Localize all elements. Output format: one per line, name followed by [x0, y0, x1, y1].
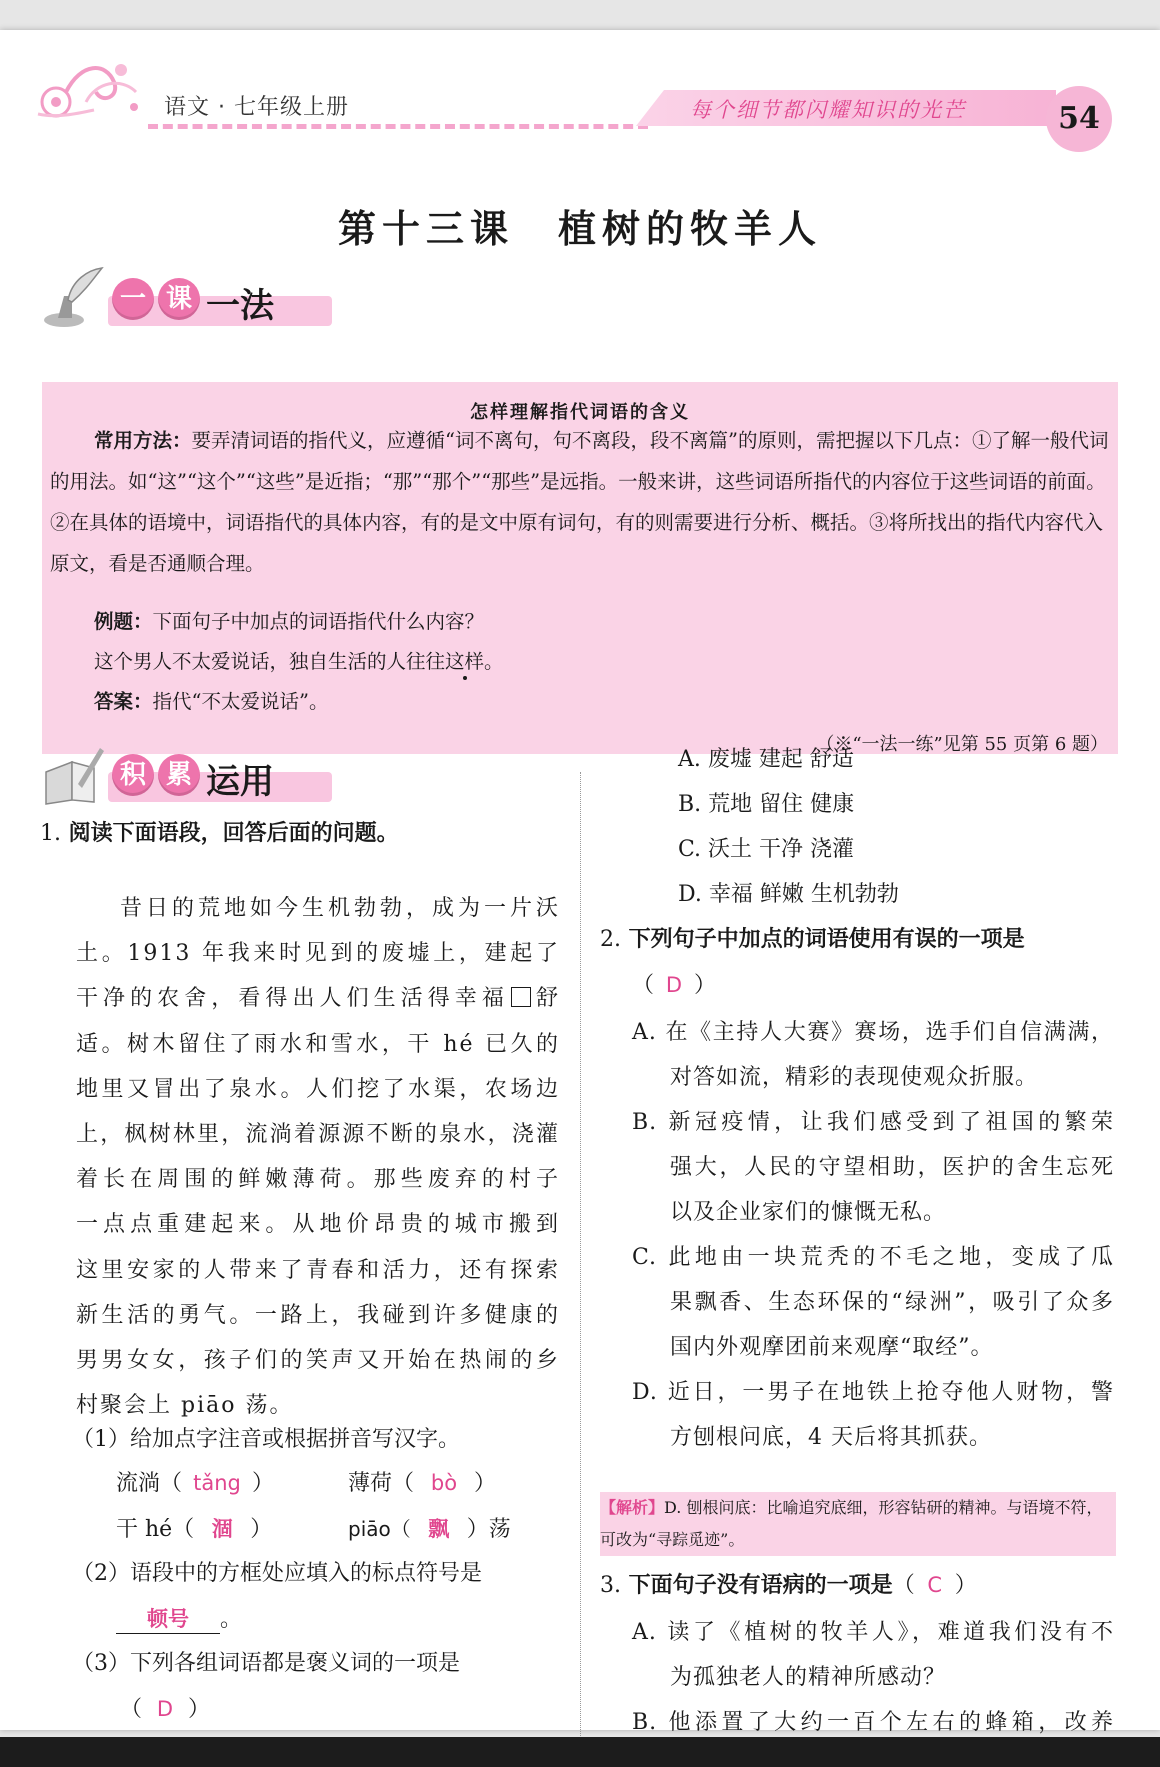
pinyin-item-d: piāo（ 飘 ）荡	[348, 1512, 511, 1543]
answer-piao: 飘	[428, 1517, 450, 1541]
answer-C: C	[927, 1573, 943, 1597]
section-word: 运用	[206, 762, 274, 802]
bottom-bar	[0, 1737, 1160, 1767]
pinyin-item-b: 薄荷（ bò ）	[348, 1471, 497, 1496]
q2-option-d: D. 近日，一男子在地铁上抢夺他人财物，警 方刨根问底，4 天后将其抓获。	[632, 1380, 1114, 1450]
example-label: 例题：	[94, 610, 153, 633]
method-title: 怎样理解指代词语的含义	[470, 402, 690, 423]
q3-option-b: B. 他添置了大约一百个左右的蜂箱，改养	[632, 1710, 1114, 1735]
pinyin-item-a: 流淌（ tǎng ）	[116, 1471, 275, 1496]
sub-question-3-answer: （ D ）	[120, 1697, 211, 1722]
dotted-word: 这样	[445, 650, 485, 673]
section-badge-2: 累	[158, 754, 200, 796]
answer-D: D	[665, 973, 683, 997]
book-pen-icon	[42, 742, 104, 806]
answer-D: D	[156, 1697, 174, 1721]
answer-he: 涸	[211, 1517, 233, 1541]
passage-line: 着长在周围的鲜嫩薄荷。那些废弃的村子	[76, 1167, 560, 1193]
passage-line: 干净的农舍，看得出人们生活得幸福 舒	[76, 986, 560, 1012]
section-heading-practice	[42, 742, 342, 806]
passage-line: 上，枫树林里，流淌着源源不断的泉水，浇灌	[76, 1121, 560, 1147]
answer-label: 答案：	[94, 690, 153, 713]
quill-pen-icon	[42, 266, 104, 330]
sub-question-2-answer: 顿号 。	[116, 1602, 242, 1634]
sub-question-1: （1）给加点字注音或根据拼音写汉字。	[72, 1427, 460, 1452]
passage-line: 这里安家的人带来了青春和活力，还有探索	[76, 1257, 560, 1283]
floral-decoration-icon	[36, 52, 146, 124]
section-badge-2: 课	[158, 278, 200, 320]
section-word: 一法	[206, 286, 274, 326]
header-divider	[148, 124, 648, 129]
lesson-title: 第十三课 植树的牧羊人	[337, 207, 822, 251]
analysis-box	[600, 1492, 1116, 1556]
section-badge-1: 一	[112, 278, 154, 320]
option-a: A. 废墟 建起 舒适	[678, 747, 854, 772]
example-text: 下面句子中加点的词语指代什么内容？	[152, 610, 485, 633]
q2-option-a: A. 在《主持人大赛》赛场，选手们自信满满， 对答如流，精彩的表现使观众折服。	[632, 1020, 1114, 1090]
answer-text: 指代“不太爱说话”。	[152, 690, 329, 713]
question-1-title: 1. 阅读下面语段，回答后面的问题。	[40, 821, 399, 846]
answer-line	[94, 686, 328, 714]
analysis-text: D. 刨根问底：比喻追究底细，形容钻研的精神。与语境不符，可改为“寻踪觅迹”。	[600, 1498, 1103, 1549]
answer-tang: tǎng	[193, 1471, 241, 1495]
option-d: D. 幸福 鲜嫩 生机勃勃	[678, 882, 899, 907]
passage-line: 村聚会上 piāo 荡。	[76, 1393, 294, 1419]
method-label: 常用方法：	[94, 429, 192, 452]
sub-question-2: （2）语段中的方框处应填入的标点符号是	[72, 1561, 482, 1586]
method-paragraph	[50, 420, 1110, 584]
passage-line: 男男女女，孩子们的笑声又开始在热闹的乡	[76, 1347, 560, 1373]
reading-passage	[76, 886, 560, 1428]
passage-line: 地里又冒出了泉水。人们挖了水渠，农场边	[76, 1076, 560, 1102]
passage-line: 土。1913 年我来时见到的废墟上，建起了	[76, 941, 560, 967]
question-2-answer: （ D ）	[632, 973, 717, 998]
passage-line: 昔日的荒地如今生机勃勃，成为一片沃	[120, 896, 560, 921]
textbook-page	[0, 30, 1160, 1735]
section-badge-1: 积	[112, 754, 154, 796]
book-subject: 语文 · 七年级上册	[164, 95, 349, 120]
question-3-title: 3. 下面句子没有语病的一项是（ C ）	[600, 1573, 977, 1598]
sub-question-3: （3）下列各组词语都是褒义词的一项是	[72, 1651, 460, 1676]
blank-box	[511, 987, 531, 1007]
method-box	[42, 382, 1118, 754]
answer-dunhao: 顿号	[116, 1603, 220, 1634]
answer-bo: bò	[430, 1471, 458, 1495]
section-heading-method	[42, 266, 342, 330]
page-number: 54	[1046, 86, 1112, 152]
question-2-title: 2. 下列句子中加点的词语使用有误的一项是	[600, 927, 1025, 952]
passage-line: 适。树木留住了雨水和雪水，干 hé 已久的	[76, 1031, 560, 1057]
q2-option-b: B. 新冠疫情，让我们感受到了祖国的繁荣 强大，人民的守望相助，医护的舍生忘死 以及企业家们的慷慨无私。	[632, 1110, 1114, 1225]
option-b: B. 荒地 留住 健康	[678, 792, 855, 817]
q2-option-c: C. 此地由一块荒秃的不毛之地，变成了瓜 果飘香、生态环保的“绿洲”，吸引了众多 国内外观摩团前来观摩“取经”。	[632, 1245, 1114, 1360]
method-text: 要弄清词语的指代义，应遵循“词不离句，句不离段，段不离篇”的原则，需把握以下几点：①了解一般代词的用法。如“这”“这个”“这些”是近指；“那”“那个”“那些”是远指。一般来讲，这些词语所指代的内容位于这些词语的前面。②在具体的语境中，词语指代的具体内容，有的是文中原有词句，有的则需要进行分析、概括。③将所找出的指代内容代入原文，看是否通顺合理。	[50, 429, 1109, 575]
example-line	[94, 606, 484, 634]
q3-option-a: A. 读了《植树的牧羊人》，难道我们没有不 为孤独老人的精神所感动？	[632, 1620, 1114, 1690]
pinyin-item-c: 干 hé（ 涸 ）	[116, 1512, 272, 1543]
header-motto: 每个细节都闪耀知识的光芒	[690, 98, 966, 122]
reference-note: （※“一法一练”见第 55 页第 6 题）	[816, 734, 1108, 755]
example-sentence: 这个男人不太爱说话，独自生活的人往往这样。	[94, 650, 504, 673]
column-divider	[580, 772, 581, 1740]
option-c: C. 沃土 干净 浇灌	[678, 837, 855, 862]
passage-line: 新生活的勇气。一路上，我碰到许多健康的	[76, 1302, 560, 1328]
passage-line: 一点点重建起来。从地价昂贵的城市搬到	[76, 1212, 560, 1238]
analysis-tag: 【解析】	[600, 1498, 665, 1517]
